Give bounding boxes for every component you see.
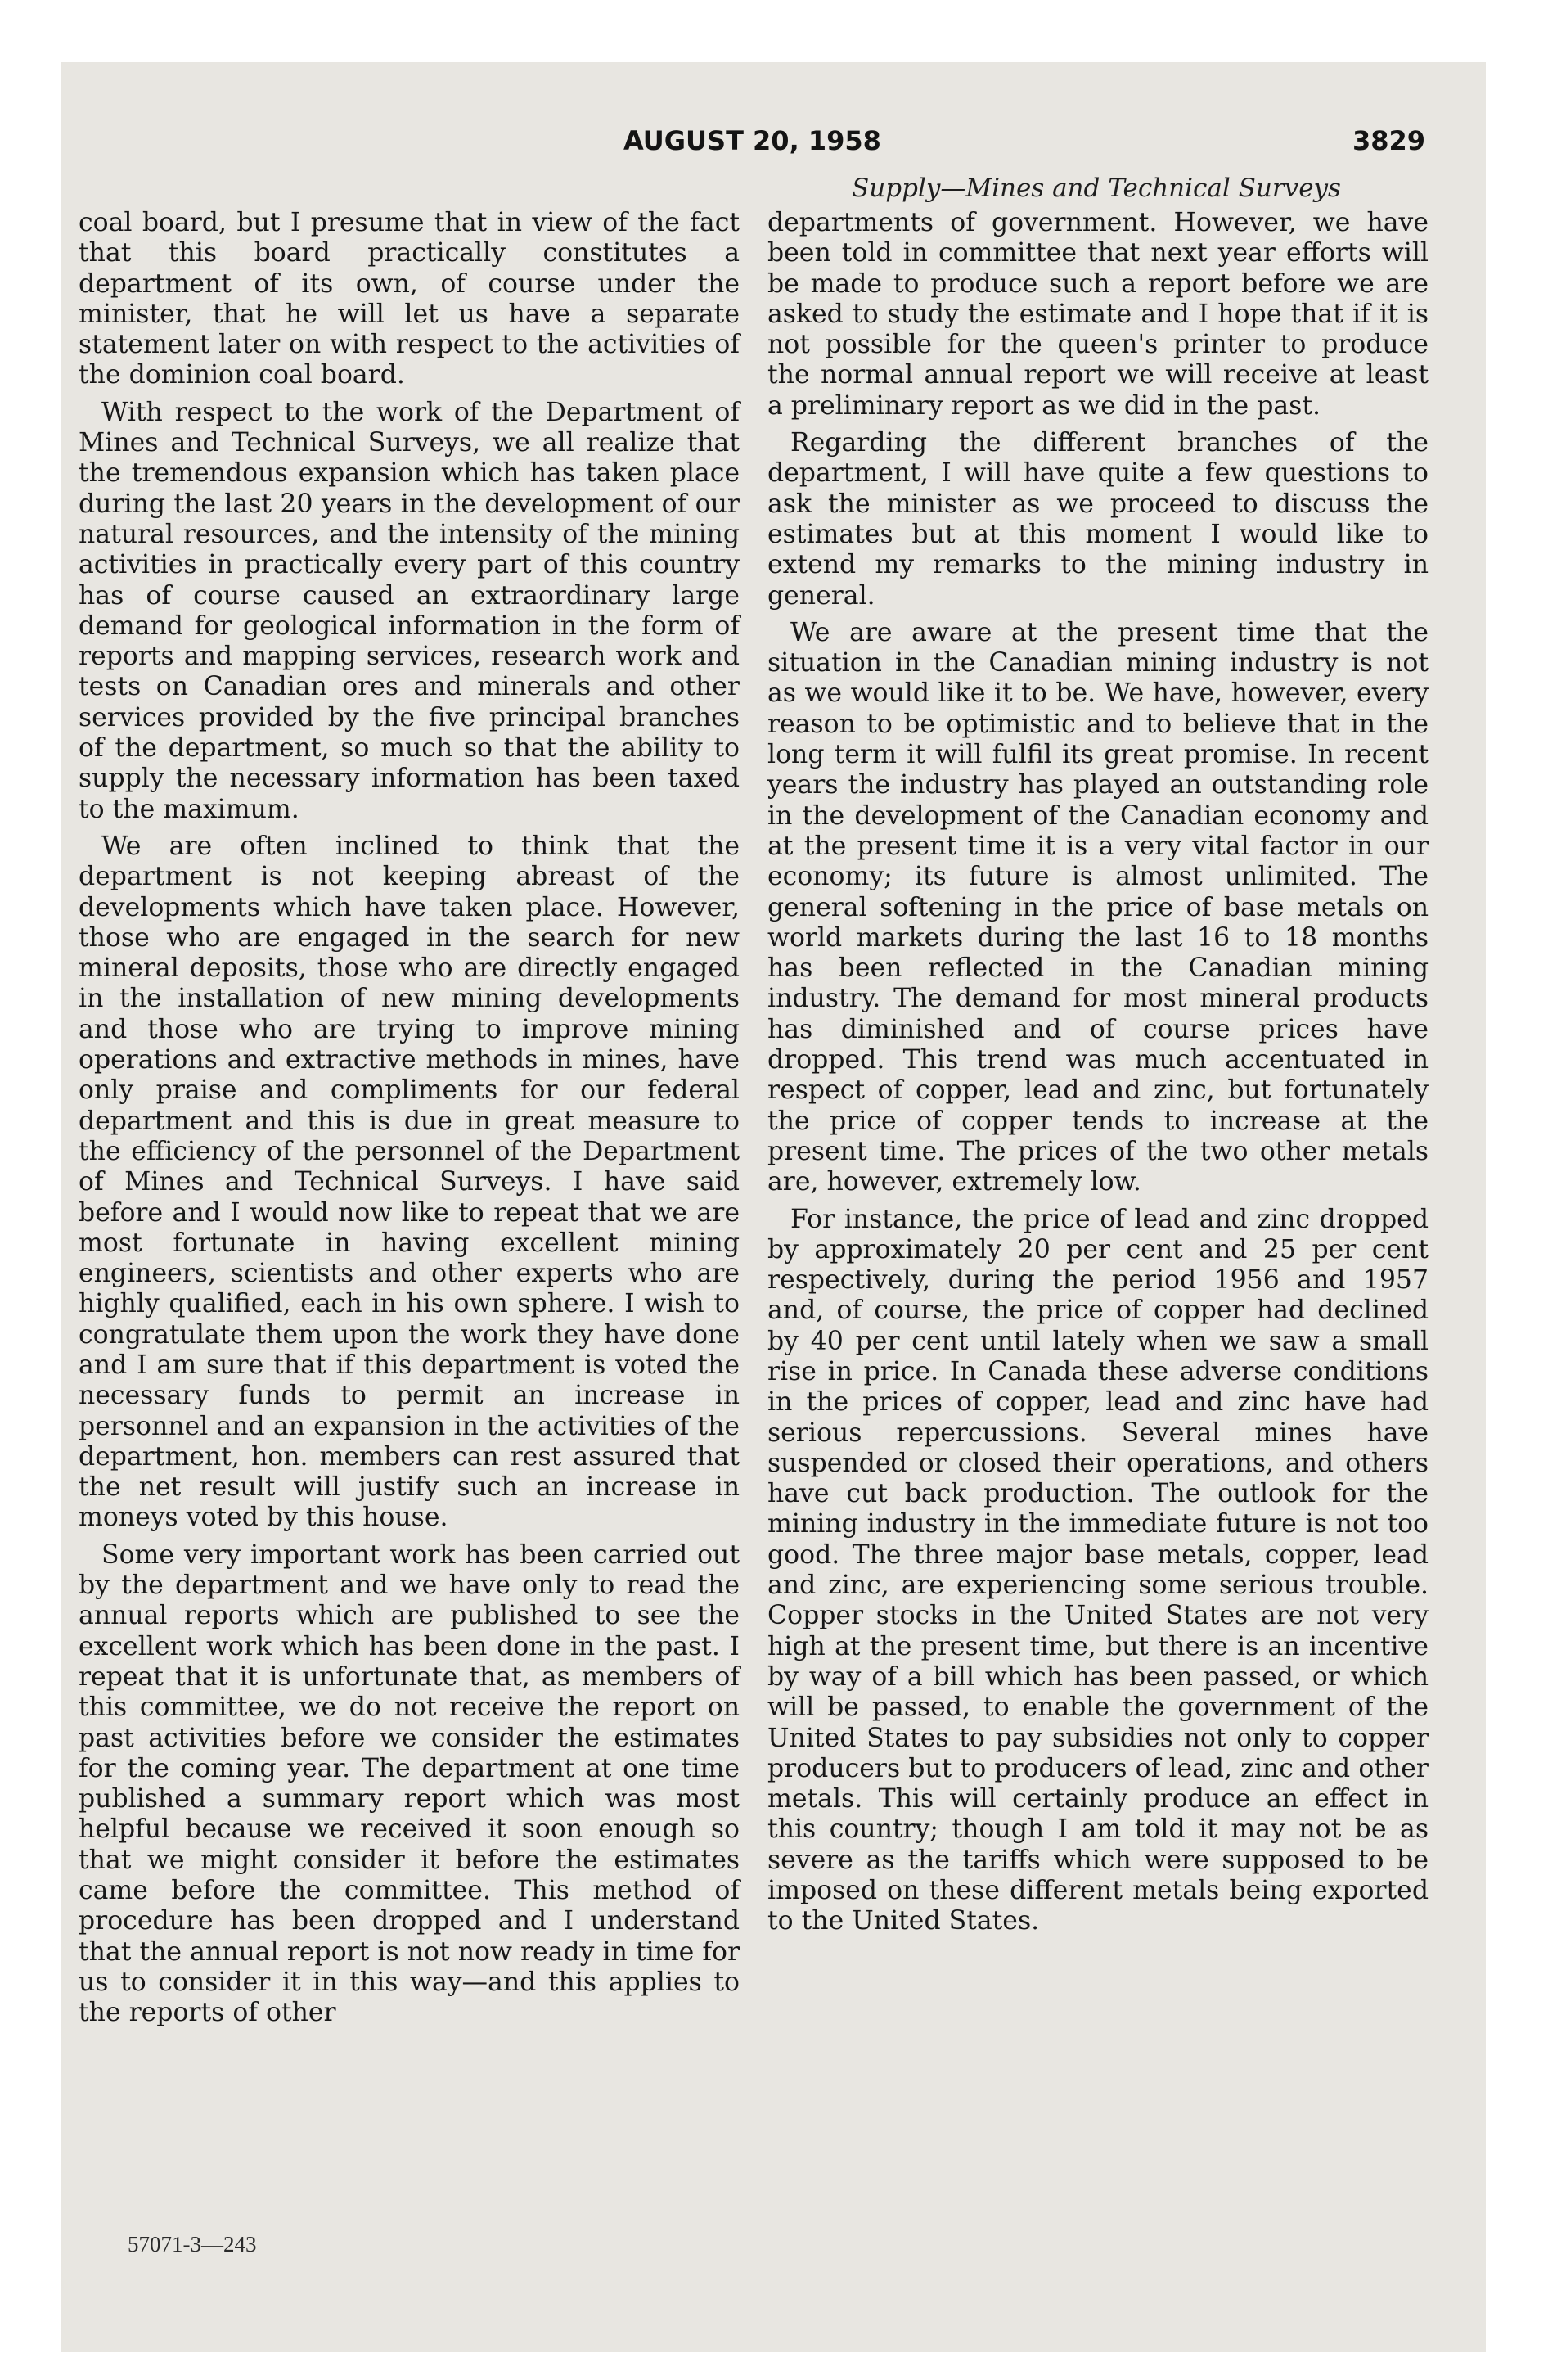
paragraph: Some very important work has been carried out by the department and we have only to read the annual reports which are published to see the excellent work which has been done in the past. I repeat that it is unfortunate that, as members of this committee, we do not receive the report on past activities before we consider the estimates for the coming year. The department at one time published a summary report which was most helpful because we received it soon enough so that we might consider it before the estimates came before the committee. This method of procedure has been dropped and I understand that the annual report is not now ready in time for us to consider it in this way—and this applies to the reports of other [79, 1539, 740, 2028]
paragraph: We are often inclined to think that the department is not keeping abreast of the developments which have taken place. However, those who are engaged in the search for new mineral deposits, those who are directly engaged in the installation of new mining developments and those who are trying to improve mining operations and extractive methods in mines, have only praise and compliments for our federal department and this is due in great measure to the efficiency of the personnel of the Department of Mines and Technical Surveys. I have said before and I would now like to repeat that we are most fortunate in having excellent mining engineers, scientists and other experts who are highly qualified, each in his own sphere. I wish to congratulate them upon the work they have done and I am sure that if this department is voted the necessary funds to permit an increase in personnel and an expansion in the activities of the department, hon. members can rest assured that the net result will justify such an increase in moneys voted by this house. [79, 831, 740, 1533]
page-header [623, 125, 1425, 156]
header-date: AUGUST 20, 1958 [623, 125, 881, 156]
running-head: Supply—Mines and Technical Surveys [852, 174, 1341, 203]
footnote: 57071-3—243 [128, 2232, 257, 2256]
right-column [767, 208, 1429, 1937]
left-column [79, 208, 740, 2029]
paragraph: departments of government. However, we have been told in committee that next year efforts will be made to produce such a report before we are asked to study the estimate and I hope that if it is not possible for the queen's printer to produce the normal annual report we will receive at least a preliminary report as we did in the past. [767, 208, 1429, 421]
paragraph: For instance, the price of lead and zinc dropped by approximately 20 per cent and 25 per cent respectively, during the period 1956 and 1957 and, of course, the price of copper had declined by 40 per cent until lately when we saw a small rise in price. In Canada these adverse conditions in the prices of copper, lead and zinc have had serious repercussions. Several mines have suspended or closed their operations, and others have cut back production. The outlook for the mining industry in the immediate future is not too good. The three major base metals, copper, lead and zinc, are experiencing some serious trouble. Copper stocks in the United States are not very high at the present time, but there is an incentive by way of a bill which has been passed, or which will be passed, to enable the government of the United States to pay subsidies not only to copper producers but to producers of lead, zinc and other metals. This will certainly produce an effect in this country; though I am told it may not be as severe as the tariffs which were supposed to be imposed on these different metals being exported to the United States. [767, 1204, 1429, 1936]
paragraph: With respect to the work of the Department of Mines and Technical Surveys, we all realize that the tremendous expansion which has taken place during the last 20 years in the development of our natural resources, and the intensity of the mining activities in practically every part of this country has of course caused an extraordinary large demand for geological information in the form of reports and mapping services, research work and tests on Canadian ores and minerals and other services provided by the five principal branches of the department, so much so that the ability to supply the necessary information has been taxed to the maximum. [79, 397, 740, 824]
paragraph: Regarding the different branches of the department, I will have quite a few questions to ask the minister as we proceed to discuss the estimates but at this moment I would like to extend my remarks to the mining industry in general. [767, 428, 1429, 611]
paragraph: coal board, but I presume that in view of the fact that this board practically constitutes a department of its own, of course under the minister, that he will let us have a separate statement later on with respect to the activities of the dominion coal board. [79, 208, 740, 390]
paragraph: We are aware at the present time that the situation in the Canadian mining industry is not as we would like it to be. We have, however, every reason to be optimistic and to believe that in the long term it will fulfil its great promise. In recent years the industry has played an outstanding role in the development of the Canadian economy and at the present time it is a very vital factor in our economy; its future is almost unlimited. The general softening in the price of base metals on world markets during the last 16 to 18 months has been reflected in the Canadian mining industry. The demand for most mineral products has diminished and of course prices have dropped. This trend was much accentuated in respect of copper, lead and zinc, but fortunately the price of copper tends to increase at the present time. The prices of the two other metals are, however, extremely low. [767, 617, 1429, 1197]
page-number: 3829 [1352, 125, 1425, 156]
